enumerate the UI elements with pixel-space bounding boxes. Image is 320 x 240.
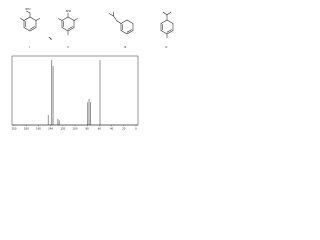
- scene: [0, 0, 200, 139]
- structure-ii-label: II: [67, 46, 69, 49]
- x-tick-label-1: 180: [23, 127, 29, 131]
- arrow-mark: [49, 37, 52, 40]
- structure-ii: [59, 10, 78, 49]
- x-ticks-group: [12, 125, 138, 131]
- structure-iv: [161, 12, 173, 49]
- x-tick-label-4: 120: [60, 127, 66, 131]
- structure-i: [21, 8, 40, 49]
- spectrum-chart: [12, 56, 138, 131]
- x-tick-label-7: 60: [97, 127, 102, 131]
- structure-i-nh2-label: NH2: [25, 8, 31, 11]
- x-tick-label-3: 140: [48, 127, 54, 131]
- structure-iv-label: IV: [165, 46, 168, 49]
- x-tick-label-5: 100: [72, 127, 78, 131]
- structure-iii: [109, 12, 133, 49]
- x-tick-label-10: 0: [135, 127, 137, 131]
- structure-iii-label: III: [124, 46, 127, 49]
- plot-frame: [12, 56, 138, 125]
- x-tick-label-2: 160: [35, 127, 41, 131]
- x-tick-label-6: 80: [85, 127, 89, 131]
- structure-i-label: I: [29, 46, 30, 49]
- x-tick-label-8: 40: [109, 127, 114, 131]
- structure-ii-nh2-label: NH2: [65, 10, 71, 13]
- x-tick-label-0: 200: [11, 127, 17, 131]
- x-tick-label-9: 20: [122, 127, 126, 131]
